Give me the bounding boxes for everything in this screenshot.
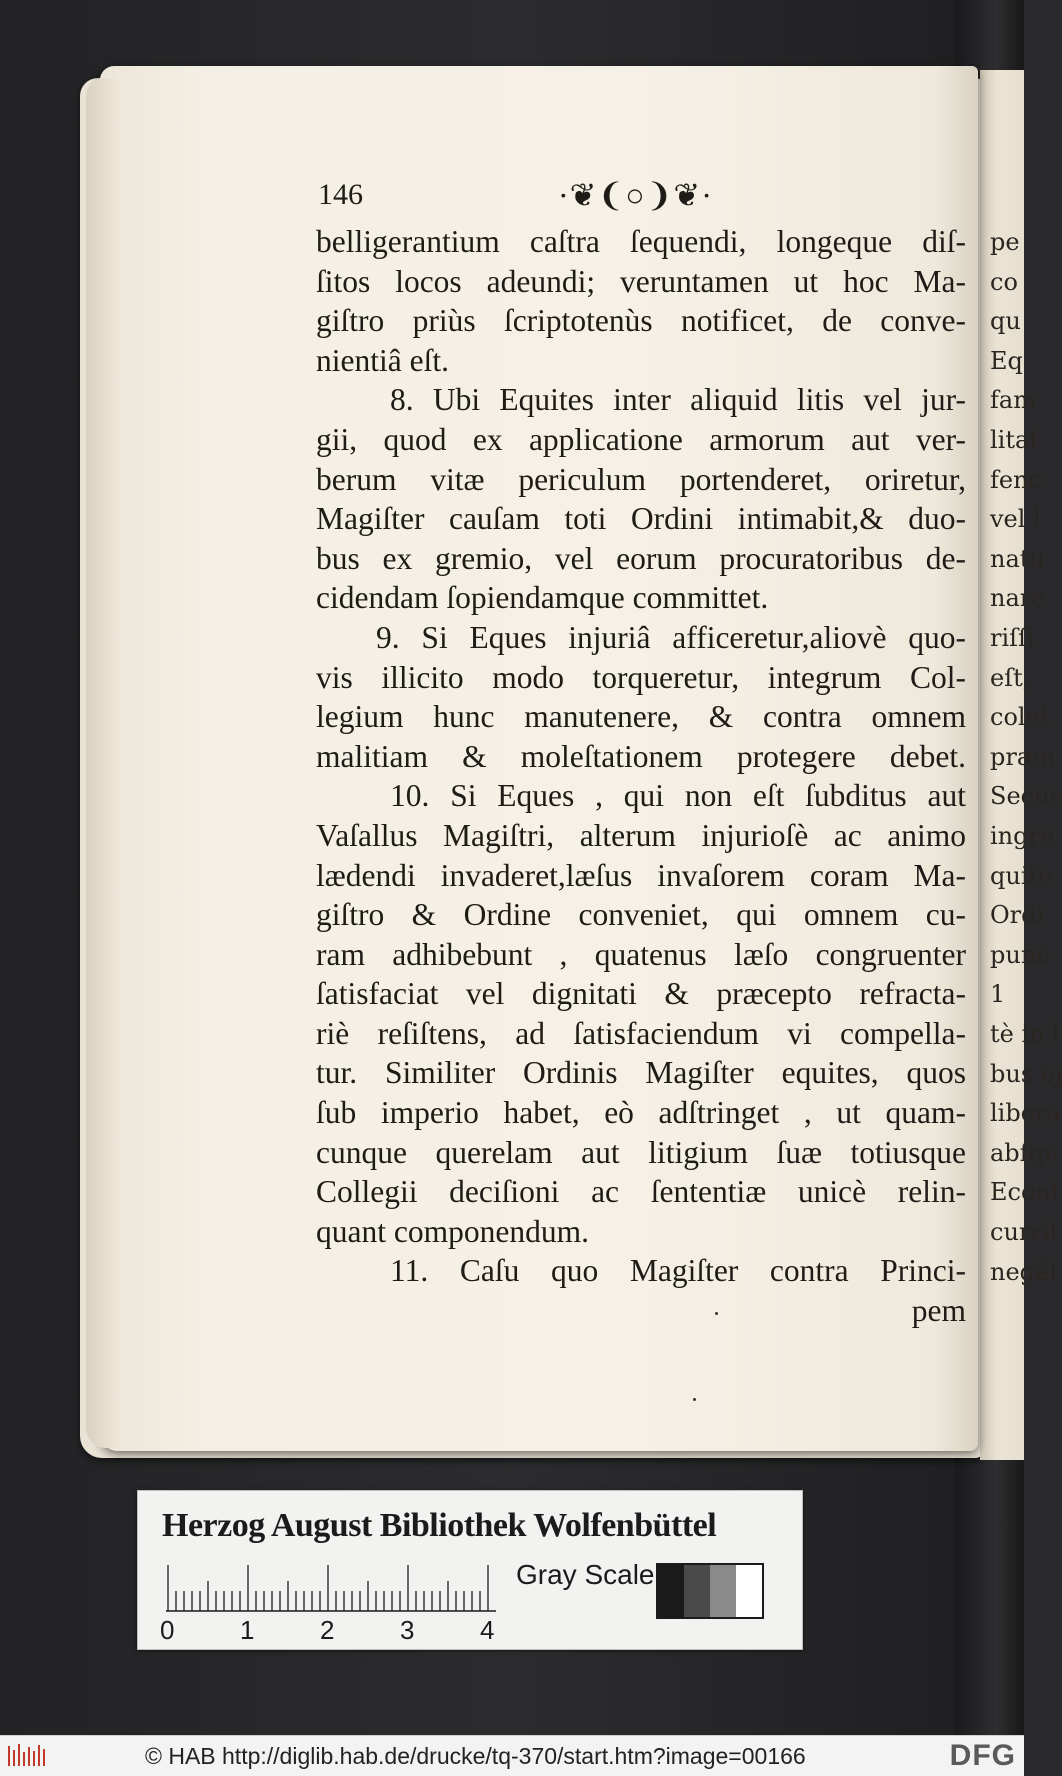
library-name: Herzog August Bibliothek Wolfenbüttel [162, 1507, 717, 1544]
text-line: 10. Si Eques , qui non eſt ſubditus aut [390, 778, 966, 814]
header-ornament: ·❦❨○❩❦· [558, 177, 713, 213]
facing-page-fragment: curriſ [990, 1218, 1059, 1246]
gray-scale-swatch [656, 1563, 764, 1619]
facing-page-fragment: natu [990, 544, 1045, 573]
gray-scale-label: Gray Scale [516, 1559, 655, 1590]
text-line: belligerantium caſtra ſequendi, longeque diſ- [316, 224, 966, 259]
text-line: cidendam ſopiendamque committet. [316, 580, 769, 616]
facing-page-fragment: Econt [990, 1178, 1061, 1207]
facing-page-fragment: quite [990, 861, 1053, 890]
text-line: Magiſter cauſam toti Ordini intimabit,& duo- [316, 501, 966, 537]
text-line: ſitos locos adeundi; veruntamen ut hoc Ma- [316, 263, 966, 299]
gray-swatch [684, 1565, 710, 1617]
text-line: giſtro priùs ſcriptotenùs notificet, de conve- [316, 303, 966, 339]
text-line: tur. Similiter Ordinis Magiſter equites, quos [316, 1055, 966, 1091]
text-line: ram adhibebunt , quatenus læſo congruenter [316, 936, 966, 972]
gray-swatch [658, 1565, 684, 1617]
text-line: 8. Ubi Equites inter aliquid litis vel jur- [390, 382, 966, 418]
page-number: 146 [318, 178, 363, 211]
text-line: vis illicito modo torqueretur, integrum Col- [316, 659, 966, 695]
facing-page-fragment: qu [990, 307, 1021, 336]
ruler-numbers [160, 1615, 510, 1645]
facing-page-fragment: fam [990, 386, 1036, 415]
viewer-footer [0, 1735, 1024, 1776]
facing-page-fragment: Eq [990, 346, 1023, 375]
ruler-number: 4 [480, 1615, 495, 1645]
text-line: malitiam & moleſtationem protegere debet. [316, 738, 966, 774]
facing-page-fragment: nare [990, 584, 1046, 613]
facing-page-fragment: colet [990, 703, 1050, 732]
facing-page-edge [980, 70, 1062, 1460]
text-line: cunque querelam aut litigium ſuæ totiusque [316, 1134, 966, 1170]
facing-page-fragment: Secùs [990, 782, 1062, 811]
page-fore-edge [86, 78, 120, 1448]
facing-page-fragment: negâſ [990, 1257, 1059, 1286]
measurement-ruler [166, 1563, 496, 1613]
page-body-text [316, 222, 966, 1331]
page-header [0, 178, 1024, 218]
facing-page-fragment: 1 [990, 980, 1006, 1009]
text-line: ſatisfaciat vel dignitati & præcepto refractа- [316, 976, 966, 1012]
facing-page-fragment: riſſi [990, 624, 1035, 652]
ruler-number: 2 [320, 1615, 335, 1645]
facing-page-fragment: punè [990, 940, 1051, 969]
facing-page-fragment: bus ej [990, 1059, 1062, 1088]
text-line: bus ex gremio, vel eorum procuratoribus de- [316, 540, 966, 576]
facing-page-fragment: litat [990, 426, 1039, 454]
copyright-url[interactable]: © HAB http://diglib.hab.de/drucke/tq-370/start.htm?image=00166 [145, 1743, 806, 1769]
facing-page-fragment: eſt, [990, 663, 1031, 692]
text-line: quant componendum. [316, 1213, 589, 1249]
text-line: ſub imperio habet, eò adſtringet , ut quam- [316, 1095, 966, 1131]
text-line: legium hunc manutenere, & contra omnem [316, 699, 966, 735]
paper-speck [693, 1398, 696, 1401]
ruler-number: 0 [160, 1615, 175, 1645]
dfg-logo: DFG [949, 1739, 1016, 1772]
facing-page-fragment: co [990, 267, 1018, 296]
ruler-number: 1 [240, 1615, 255, 1645]
gray-swatch [736, 1565, 762, 1617]
text-line: riè reſiſtens, ad ſatisfaciendum vi compella- [316, 1015, 966, 1051]
text-line: Collegii deciſioni ac ſententiæ unicè relin- [316, 1174, 966, 1210]
text-line: 11. Caſu quo Magiſter contra Princi- [390, 1253, 966, 1289]
facing-page-fragment: vel l [990, 505, 1041, 534]
text-line: pem [911, 1293, 966, 1329]
ruler-number: 3 [400, 1615, 415, 1645]
text-line: 9. Si Eques injuriâ afficeretur,aliovè quo- [376, 619, 966, 655]
library-label-card [137, 1490, 803, 1650]
text-line: nientiâ eſt. [316, 342, 449, 378]
facing-page-fragment: abſqu [990, 1138, 1060, 1167]
text-line: Vaſallus Magiſtri, alterum injurioſè ac animo [316, 817, 966, 853]
hab-logo-icon [6, 1742, 48, 1770]
text-line: gii, quod ex applicatione armorum aut ver- [316, 421, 966, 457]
facing-page-fragment: ingre [990, 822, 1055, 850]
facing-page-fragment: Ordi [990, 901, 1045, 930]
facing-page-fragment: præn [990, 742, 1055, 771]
text-line: giſtro & Ordine conveniet, qui omnem cu- [316, 897, 966, 933]
facing-page-fragment: fenc [990, 465, 1042, 494]
paper-speck [715, 1312, 718, 1315]
facing-page-fragment: pe [990, 228, 1020, 256]
gray-swatch [710, 1565, 736, 1617]
facing-page-fragment: libera [990, 1099, 1061, 1128]
facing-page-fragment: tè in l [990, 1020, 1060, 1048]
text-line: berum vitæ periculum portenderet, oriretur, [316, 461, 966, 497]
text-line: lædendi invaderet,læſus invaſorem coram Ma- [316, 857, 966, 893]
